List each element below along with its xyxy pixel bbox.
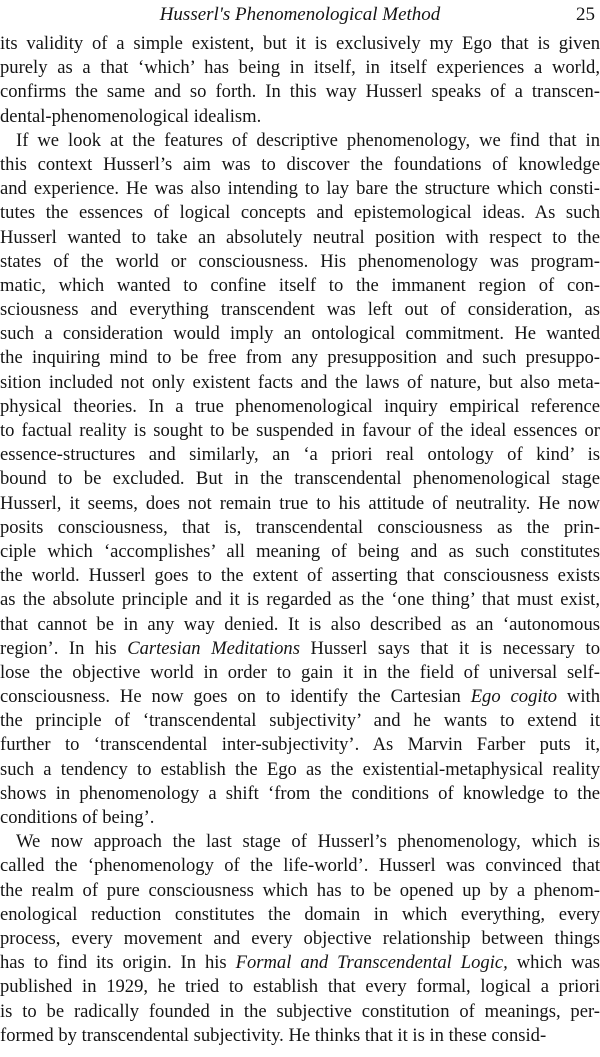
text-line: region’. In his Cartesian Meditations Husserl says that it is necessary to — [0, 637, 600, 659]
page-number: 25 — [576, 4, 595, 25]
running-title: Husserl's Phenomenological Method — [159, 4, 441, 25]
text-line: the realm of pure consciousness which has to be opened up by a phenom- — [0, 879, 600, 901]
text-line: formed by transcendental subjectivity. He thinks that it is in these consid- — [0, 1024, 547, 1046]
text-line: the principle of ‘transcendental subjectivity’ and he wants to extend it — [0, 710, 600, 732]
text-line: to factual reality is sought to be suspended in favour of the ideal essences or — [0, 420, 600, 441]
text-line: and experience. He was also intending to lay bare the structure which consti- — [0, 178, 600, 200]
text-line: Husserl wanted to take an absolutely neutral position with respect to the — [0, 226, 600, 248]
text-line: the inquiring mind to be free from any presupposition and such presuppo- — [0, 347, 600, 369]
text-line: this context Husserl’s aim was to discover the foundations of knowledge — [0, 153, 600, 175]
text-line: states of the world or consciousness. His phenomenology was program- — [0, 250, 600, 272]
text-line: called the ‘phenomenology of the life-world’. Husserl was convinced that — [0, 855, 600, 877]
text-line: shows in phenomenology a shift ‘from the conditions of knowledge to the — [0, 782, 600, 804]
text-line: such a tendency to establish the Ego as the existential-metaphysical reality — [0, 758, 600, 780]
text-line: matic, which wanted to confine itself to the immanent region of con- — [0, 274, 600, 296]
italic-term: Ego cogito — [470, 686, 558, 708]
text-line: the world. Husserl goes to the extent of asserting that consciousness exists — [0, 565, 600, 587]
text-line: physical theories. In a true phenomenological inquiry empirical reference — [0, 395, 600, 417]
text-line: tutes the essences of logical concepts and epistemological ideas. As such — [0, 202, 600, 224]
text-line: Husserl, it seems, does not remain true to his attitude of neutrality. He now — [0, 492, 600, 514]
text-line: sition included not only existent facts and the laws of nature, but also meta- — [0, 371, 600, 393]
text-line: dental-phenomenological idealism. — [0, 105, 262, 127]
text-line: confirms the same and so forth. In this way Husserl speaks of a transcen- — [0, 81, 600, 103]
text-line: as the absolute principle and it is regarded as the ‘one thing’ that must exist, — [0, 589, 600, 611]
text-line: ciple which ‘accomplishes’ all meaning of being and as such constitutes — [0, 540, 600, 562]
text-line: enological reduction constitutes the domain in which everything, every — [0, 903, 600, 925]
paragraph — [0, 32, 600, 129]
italic-term: Formal and Transcendental Logic, — [235, 952, 508, 974]
text-line: conditions of being’. — [0, 807, 155, 828]
text-line: purely as a that ‘which’ has being in itself, in itself experiences a world, — [0, 57, 600, 79]
italic-term: Cartesian Meditations — [127, 637, 300, 659]
text-line: We now approach the last stage of Husserl’s phenomenology, which is — [16, 831, 600, 853]
text-line: has to find its origin. In his Formal and Transcendental Logic, which was — [0, 952, 600, 974]
text-line: further to ‘transcendental inter-subjectivity’. As Marvin Farber puts it, — [0, 734, 600, 756]
text-line: that cannot be in any way denied. It is also described as an ‘autonomous — [0, 613, 600, 635]
text-line: is to be radically founded in the subjective constitution of meanings, per- — [0, 1000, 600, 1022]
text-line: lose the objective world in order to gain it in the field of universal self- — [0, 661, 600, 683]
text-line: essence-structures and similarly, an ‘a priori real ontology of kind’ is — [0, 444, 600, 466]
text-line: sciousness and everything transcendent was left out of consideration, as — [0, 299, 600, 321]
text-line: process, every movement and every objective relationship between things — [0, 927, 600, 949]
text-line: its validity of a simple existent, but it is exclusively my Ego that is given — [0, 33, 600, 54]
running-head — [0, 2, 600, 28]
body-text — [0, 32, 600, 1048]
text-line: consciousness. He now goes on to identify the Cartesian Ego cogito with — [0, 686, 600, 708]
text-line: posits consciousness, that is, transcendental consciousness as the prin- — [0, 516, 600, 538]
text-line: If we look at the features of descriptive phenomenology, we find that in — [16, 129, 600, 151]
paragraph — [0, 129, 600, 830]
text-line: published in 1929, he tried to establish that every formal, logical a priori — [0, 976, 600, 998]
text-line: such a consideration would imply an ontological commitment. He wanted — [0, 323, 600, 345]
text-line: bound to be excluded. But in the transcendental phenomenological stage — [0, 468, 600, 490]
paragraph — [0, 830, 600, 1048]
